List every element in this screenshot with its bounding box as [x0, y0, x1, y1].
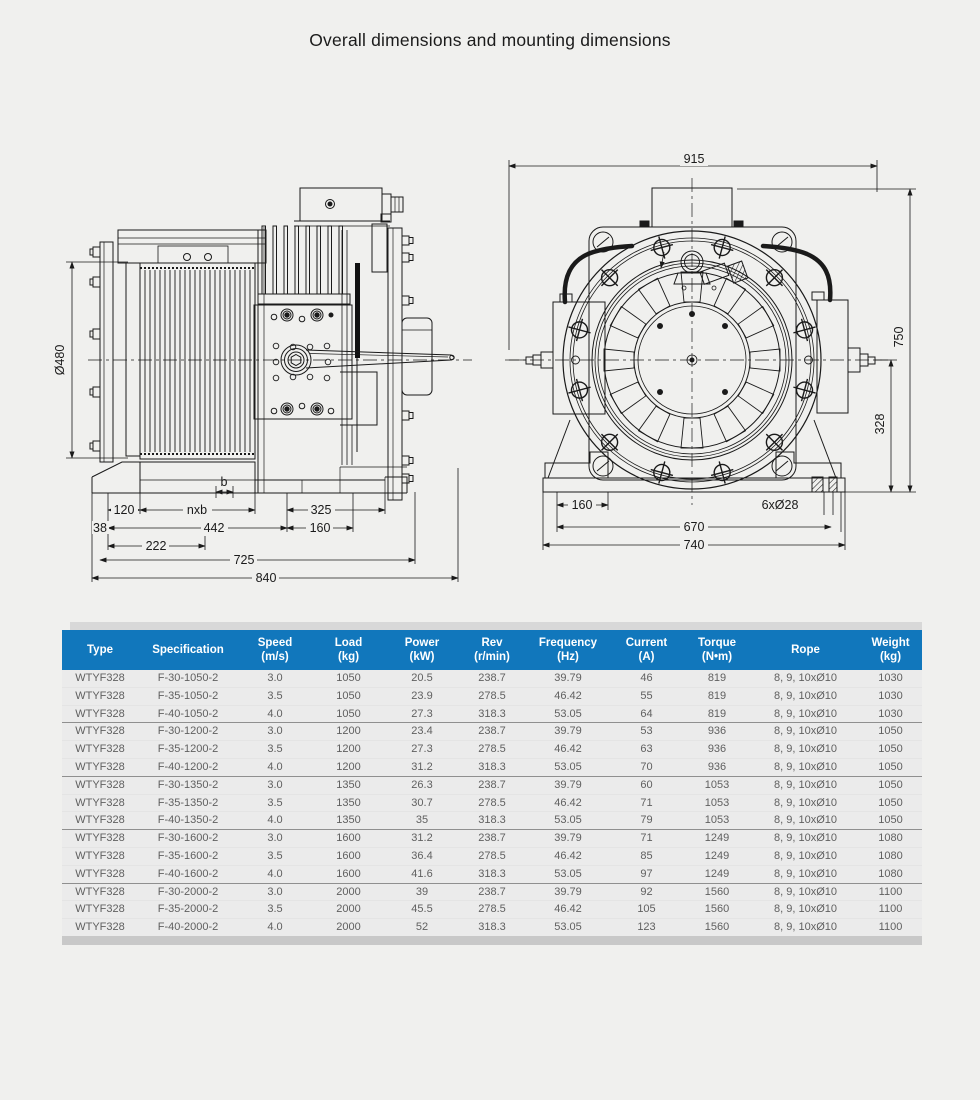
cell-speed: 4.0 [238, 758, 312, 776]
cell-type: WTYF328 [62, 830, 138, 848]
dim-label-442: 442 [203, 521, 225, 535]
table-bottom-strip [62, 936, 922, 945]
cell-speed: 3.5 [238, 687, 312, 705]
cell-type: WTYF328 [62, 705, 138, 723]
cell-rev: 278.5 [459, 901, 525, 919]
cell-rev: 238.7 [459, 883, 525, 901]
cell-torque: 936 [682, 723, 752, 741]
cell-type: WTYF328 [62, 758, 138, 776]
cell-frequency: 39.79 [525, 830, 611, 848]
cell-rope: 8, 9, 10xØ10 [752, 776, 859, 794]
cell-weight: 1050 [859, 758, 922, 776]
cell-rev: 278.5 [459, 847, 525, 865]
cell-weight: 1030 [859, 670, 922, 687]
cell-type: WTYF328 [62, 687, 138, 705]
table-row [62, 776, 922, 794]
cell-rev: 318.3 [459, 705, 525, 723]
side-base [92, 462, 407, 493]
cell-load: 1200 [312, 758, 385, 776]
cell-specification: F-35-1200-2 [138, 741, 238, 759]
table-row [62, 741, 922, 759]
cell-torque: 1560 [682, 901, 752, 919]
cell-type: WTYF328 [62, 812, 138, 830]
cell-current: 46 [611, 670, 682, 687]
cell-specification: F-40-1200-2 [138, 758, 238, 776]
cell-frequency: 46.42 [525, 794, 611, 812]
cell-current: 123 [637, 921, 656, 934]
cell-torque: 1560 [704, 921, 730, 934]
cell-current: 64 [611, 705, 682, 723]
dim-label-840: 840 [255, 571, 277, 585]
dim-label-b: b [220, 475, 228, 489]
cell-frequency: 53.05 [554, 921, 582, 934]
cell-specification: F-35-1600-2 [138, 847, 238, 865]
cell-rope: 8, 9, 10xØ10 [752, 758, 859, 776]
column-header-rope: Rope [752, 630, 859, 670]
column-header-current: Current (A) [611, 630, 682, 670]
cell-speed: 4.0 [267, 921, 283, 934]
cell-current: 63 [611, 741, 682, 759]
cell-current: 97 [611, 865, 682, 883]
cell-rev: 278.5 [459, 687, 525, 705]
cell-speed: 4.0 [238, 865, 312, 883]
cell-current: 71 [611, 830, 682, 848]
dim-label-325: 325 [310, 503, 332, 517]
cell-specification: F-40-1600-2 [138, 865, 238, 883]
cell-weight: 1030 [859, 705, 922, 723]
table-row [62, 830, 922, 848]
cell-type: WTYF328 [62, 865, 138, 883]
cell-current: 60 [611, 776, 682, 794]
cell-frequency: 53.05 [525, 812, 611, 830]
dim-label-750: 750 [892, 326, 906, 348]
right-panel-bolts [402, 236, 413, 483]
column-header-speed: Speed (m/s) [238, 630, 312, 670]
column-header-power: Power (kW) [385, 630, 459, 670]
cell-rope: 8, 9, 10xØ10 [752, 723, 859, 741]
left-bracket [509, 294, 605, 414]
dim-label-725: 725 [233, 553, 255, 567]
cell-load: 1350 [312, 812, 385, 830]
cell-current: 70 [611, 758, 682, 776]
cell-power: 23.4 [385, 723, 459, 741]
table-row [62, 847, 922, 865]
cell-power: 35 [385, 812, 459, 830]
cell-frequency: 46.42 [525, 847, 611, 865]
left-panel-bolts [90, 247, 100, 451]
cell-load: 1600 [312, 830, 385, 848]
cell-frequency: 39.79 [525, 670, 611, 687]
cell-weight: 1100 [859, 883, 922, 901]
cell-weight: 1050 [859, 794, 922, 812]
cell-weight: 1050 [859, 812, 922, 830]
cell-rope: 8, 9, 10xØ10 [752, 830, 859, 848]
cell-type: WTYF328 [62, 901, 138, 919]
dim-label-6x28: 6xØ28 [761, 498, 799, 512]
cell-torque: 936 [682, 741, 752, 759]
cell-weight: 1080 [859, 865, 922, 883]
cell-torque: 819 [682, 687, 752, 705]
mounting-plate [254, 305, 352, 419]
cell-rope: 8, 9, 10xØ10 [752, 741, 859, 759]
cell-frequency: 53.05 [525, 865, 611, 883]
table-row [62, 794, 922, 812]
cell-type: WTYF328 [62, 794, 138, 812]
cell-torque: 936 [682, 758, 752, 776]
cell-torque: 1053 [682, 776, 752, 794]
table-row [62, 919, 922, 936]
cell-current: 79 [611, 812, 682, 830]
cell-current: 53 [611, 723, 682, 741]
column-header-rev: Rev (r/min) [459, 630, 525, 670]
table-row [62, 883, 922, 901]
cell-current: 85 [611, 847, 682, 865]
cell-power: 41.6 [385, 865, 459, 883]
cell-frequency: 53.05 [525, 705, 611, 723]
dim-label-38: 38 [93, 521, 107, 535]
cell-power: 36.4 [385, 847, 459, 865]
heat-sink [258, 226, 350, 304]
cell-specification: F-30-1350-2 [138, 776, 238, 794]
cell-weight: 1100 [878, 921, 903, 934]
cell-power: 30.7 [385, 794, 459, 812]
cell-speed: 3.0 [238, 723, 312, 741]
cell-torque: 1560 [682, 883, 752, 901]
cell-weight: 1080 [859, 847, 922, 865]
cell-rev: 318.3 [459, 865, 525, 883]
cell-speed: 3.0 [238, 670, 312, 687]
cell-power: 20.5 [385, 670, 459, 687]
table-row [62, 705, 922, 723]
cell-weight: 1050 [859, 723, 922, 741]
cell-specification: F-35-2000-2 [138, 901, 238, 919]
cell-frequency: 46.42 [525, 687, 611, 705]
cell-frequency: 39.79 [525, 883, 611, 901]
cell-specification: F-40-1350-2 [138, 812, 238, 830]
dim-label-120: 120 [113, 503, 135, 517]
dim-label-nxb: nxb [186, 503, 208, 517]
column-header-load: Load (kg) [312, 630, 385, 670]
dim-label-740: 740 [683, 538, 705, 552]
cell-power: 23.9 [385, 687, 459, 705]
cell-rope: 8, 9, 10xØ10 [752, 794, 859, 812]
table-row [62, 723, 922, 741]
cell-weight: 1100 [859, 901, 922, 919]
cell-weight: 1050 [859, 741, 922, 759]
cell-weight: 1050 [859, 776, 922, 794]
cell-rope: 8, 9, 10xØ10 [752, 901, 859, 919]
table-row [62, 758, 922, 776]
cell-speed: 3.5 [238, 901, 312, 919]
cell-weight: 1030 [859, 687, 922, 705]
brake-box [294, 188, 403, 226]
cell-frequency: 39.79 [525, 776, 611, 794]
cell-power: 27.3 [385, 741, 459, 759]
front-view-drawing [505, 152, 916, 552]
cell-power: 31.2 [385, 758, 459, 776]
cell-rope: 8, 9, 10xØ10 [752, 705, 859, 723]
cell-current: 71 [611, 794, 682, 812]
cell-load: 1200 [312, 723, 385, 741]
dim-label-222: 222 [145, 539, 167, 553]
cell-torque: 1249 [682, 830, 752, 848]
cell-torque: 1053 [682, 812, 752, 830]
belt-bar [355, 263, 360, 358]
table-row [62, 901, 922, 919]
cell-specification: F-30-1050-2 [138, 670, 238, 687]
cell-speed: 4.0 [238, 705, 312, 723]
cell-torque: 819 [682, 670, 752, 687]
cell-rope: 8, 9, 10xØ10 [752, 812, 859, 830]
table-row [62, 812, 922, 830]
cell-type: WTYF328 [62, 670, 138, 687]
cell-load: 2000 [312, 901, 385, 919]
cell-torque: 1249 [682, 865, 752, 883]
cell-power: 45.5 [385, 901, 459, 919]
cell-speed: 3.0 [238, 830, 312, 848]
cell-rope: 8, 9, 10xØ10 [752, 865, 859, 883]
cell-rev: 238.7 [459, 776, 525, 794]
dim-label-670: 670 [683, 520, 705, 534]
cell-speed: 3.0 [238, 776, 312, 794]
cell-load: 1050 [312, 687, 385, 705]
cell-load: 1050 [312, 670, 385, 687]
cell-rev: 278.5 [459, 741, 525, 759]
cell-type: WTYF328 [62, 883, 138, 901]
cell-speed: 3.5 [238, 794, 312, 812]
cell-speed: 3.5 [238, 847, 312, 865]
side-view-drawing [53, 188, 472, 585]
cell-power: 26.3 [385, 776, 459, 794]
dim-label-160: 160 [309, 521, 331, 535]
cell-rev: 238.7 [459, 830, 525, 848]
cell-rope: 8, 9, 10xØ10 [752, 883, 859, 901]
cell-power: 52 [415, 921, 429, 934]
spec-table-section [62, 622, 922, 945]
dim-label-328: 328 [873, 413, 887, 435]
table-row [62, 687, 922, 705]
cell-power: 39 [385, 883, 459, 901]
dim-label-foot-160: 160 [571, 498, 593, 512]
cell-power: 31.2 [385, 830, 459, 848]
cell-rope: 8, 9, 10xØ10 [774, 921, 837, 934]
cell-torque: 1053 [682, 794, 752, 812]
corner-screws [593, 232, 792, 476]
dim-label-d480: Ø480 [53, 344, 67, 376]
cell-weight: 1080 [859, 830, 922, 848]
cell-frequency: 46.42 [525, 741, 611, 759]
cell-frequency: 46.42 [525, 901, 611, 919]
column-header-torque: Torque (N•m) [682, 630, 752, 670]
cell-rope: 8, 9, 10xØ10 [752, 847, 859, 865]
table-top-strip [70, 622, 922, 630]
column-header-frequency: Frequency (Hz) [525, 630, 611, 670]
column-header-specification: Specification [138, 630, 238, 670]
cell-specification: F-35-1050-2 [138, 687, 238, 705]
cell-type: WTYF328 [62, 741, 138, 759]
cell-load: 1600 [312, 865, 385, 883]
cell-frequency: 39.79 [525, 723, 611, 741]
cell-speed: 3.5 [238, 741, 312, 759]
cell-specification: F-35-1350-2 [138, 794, 238, 812]
traction-sheave [126, 263, 255, 459]
cell-speed: 4.0 [238, 812, 312, 830]
cell-rev: 318.3 [478, 921, 506, 934]
dim-label-915: 915 [683, 152, 705, 166]
column-header-weight: Weight (kg) [859, 630, 922, 670]
cell-type: WTYF328 [62, 847, 138, 865]
cell-torque: 819 [682, 705, 752, 723]
spec-table-head-row [62, 630, 922, 670]
cell-rev: 278.5 [459, 794, 525, 812]
cell-current: 92 [611, 883, 682, 901]
cell-rope: 8, 9, 10xØ10 [752, 687, 859, 705]
cell-frequency: 53.05 [525, 758, 611, 776]
cell-load: 1600 [312, 847, 385, 865]
spec-table-body [62, 670, 922, 936]
spec-table [62, 630, 922, 936]
cell-current: 105 [611, 901, 682, 919]
cell-speed: 3.0 [238, 883, 312, 901]
cell-specification: F-30-1200-2 [138, 723, 238, 741]
cell-type: WTYF328 [62, 723, 138, 741]
cell-load: 2000 [312, 883, 385, 901]
cell-specification: F-40-2000-2 [157, 921, 219, 934]
cell-torque: 1249 [682, 847, 752, 865]
cell-current: 55 [611, 687, 682, 705]
lifting-eye [661, 251, 748, 293]
cell-rev: 238.7 [459, 723, 525, 741]
cell-type: WTYF328 [75, 921, 125, 934]
cell-load: 1350 [312, 794, 385, 812]
cell-type: WTYF328 [62, 776, 138, 794]
cell-rope: 8, 9, 10xØ10 [752, 670, 859, 687]
side-dimensions [66, 262, 458, 582]
cell-rev: 318.3 [459, 812, 525, 830]
cell-specification: F-30-2000-2 [138, 883, 238, 901]
cell-specification: F-40-1050-2 [138, 705, 238, 723]
cell-power: 27.3 [385, 705, 459, 723]
cell-rev: 318.3 [459, 758, 525, 776]
cell-load: 1200 [312, 741, 385, 759]
hub-dots [657, 311, 728, 395]
cell-load: 2000 [336, 921, 361, 934]
table-row [62, 670, 922, 687]
cell-specification: F-30-1600-2 [138, 830, 238, 848]
page-title: Overall dimensions and mounting dimensions [309, 30, 671, 50]
cell-rev: 238.7 [459, 670, 525, 687]
column-header-type: Type [62, 630, 138, 670]
cell-load: 1350 [312, 776, 385, 794]
cell-load: 1050 [312, 705, 385, 723]
table-row [62, 865, 922, 883]
